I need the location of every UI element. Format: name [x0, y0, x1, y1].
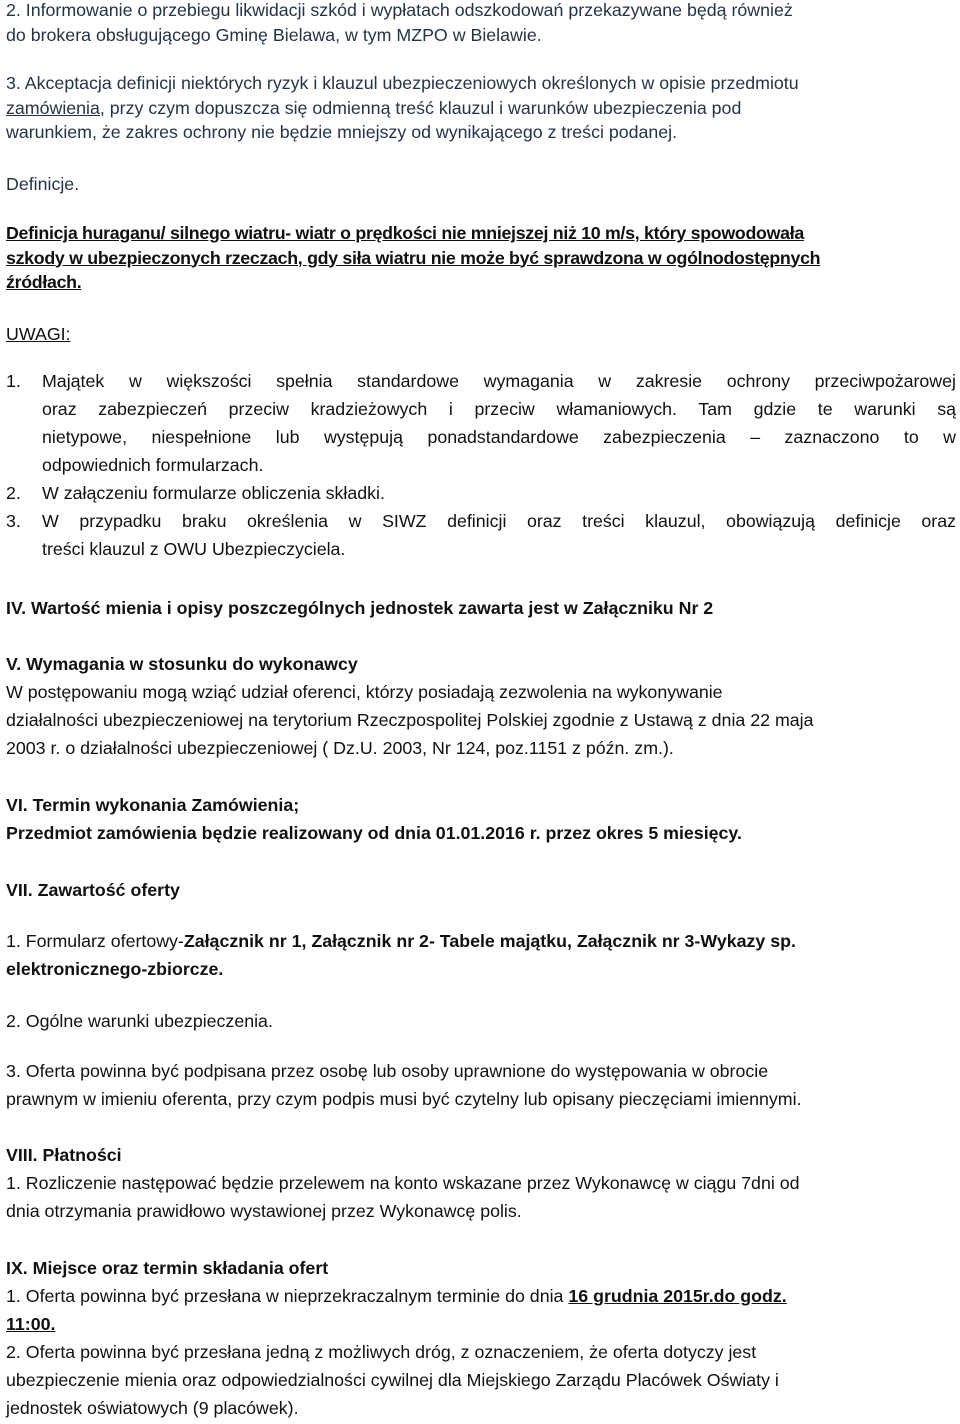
text-line: dnia otrzymania prawidłowo wystawionej przez Wykonawcę polis. — [6, 1201, 522, 1221]
text-line: W postępowaniu mogą wziąć udział oferenci, którzy posiadają zezwolenia na wykonywanie — [6, 682, 723, 702]
text-line: warunkiem, że zakres ochrony nie będzie mniejszy od wynikającego z treści podanej. — [6, 122, 678, 142]
definition-paragraph — [6, 221, 956, 295]
list-number: 3. — [6, 511, 21, 531]
text-line: 2003 r. o działalności ubezpieczeniowej ( Dz.U. 2003, Nr 124, poz.1151 z późn. zm.). — [6, 738, 674, 758]
section-vi — [6, 791, 956, 847]
text-line: prawnym w imieniu oferenta, przy czym podpis musi być czytelny lub opisany pieczęciami imiennymi. — [6, 1089, 802, 1109]
text-line: jednostek oświatowych (9 placówek). — [6, 1398, 299, 1418]
uwagi-list — [6, 367, 956, 563]
deadline-date: 16 grudnia 2015r.do godz. — [568, 1286, 787, 1306]
section-vii — [6, 876, 956, 904]
list-item — [6, 479, 956, 507]
section-title: VI. Termin wykonania Zamówienia; — [6, 795, 300, 815]
section-vii-item-1 — [6, 927, 956, 983]
text-line: 3. Akceptacja definicji niektórych ryzyk i klauzul ubezpieczeniowych określonych w opisie przedmiotu — [6, 73, 799, 93]
section-title: VIII. Płatności — [6, 1145, 122, 1165]
text-line: nietypowe, niespełnione lub występują ponadstandardowe zabezpieczenia – zaznaczono to w — [42, 427, 956, 447]
heading-text: UWAGI: — [6, 324, 71, 344]
section-title: V. Wymagania w stosunku do wykonawcy — [6, 654, 358, 674]
text-line: W załączeniu formularze obliczenia składki. — [42, 483, 385, 503]
list-item — [6, 507, 956, 563]
section-title: IV. Wartość mienia i opisy poszczególnych jednostek zawarta jest w Załączniku Nr 2 — [6, 598, 714, 618]
text-line: 2. Informowanie o przebiegu likwidacji szkód i wypłatach odszkodowań przekazywane będą również — [6, 0, 793, 20]
section-vii-item-3 — [6, 1057, 956, 1113]
text-line: W przypadku braku określenia w SIWZ definicji oraz treści klauzul, obowiązują definicje oraz — [42, 511, 956, 531]
section-v — [6, 650, 956, 762]
text-line — [6, 927, 956, 955]
list-number: 2. — [6, 483, 21, 503]
bold-text: Załącznik nr 1, Załącznik nr 2- Tabele majątku, Załącznik nr 3-Wykazy sp. — [183, 931, 796, 951]
text-line: 2. Ogólne warunki ubezpieczenia. — [6, 1011, 273, 1031]
text-line: oraz zabezpieczeń przeciw kradzieżowych i przeciw włamaniowych. Tam gdzie te warunki są — [42, 399, 956, 419]
heading-text: Definicje. — [6, 174, 80, 194]
deadline-time: 11:00. — [6, 1314, 56, 1334]
section-viii — [6, 1141, 956, 1225]
list-item — [6, 367, 956, 479]
text-line: źródłach. — [6, 272, 82, 292]
text-line: do brokera obsługującego Gminę Bielawa, w tym MZPO w Bielawie. — [6, 24, 542, 45]
list-number: 1. — [6, 371, 21, 391]
text-span: przy czym dopuszcza się odmienną treść klauzul i warunków ubezpieczenia pod — [104, 97, 742, 118]
text-line: działalności ubezpieczeniowej na terytorium Rzeczpospolitej Polskiej zgodnie z Ustawą z dnia 22 maja — [6, 710, 814, 730]
text-line: 2. Oferta powinna być przesłana jedną z możliwych dróg, z oznaczeniem, że oferta dotyczy jest — [6, 1342, 757, 1362]
text-span: 1. Formularz ofertowy- — [6, 931, 184, 951]
section-ix — [6, 1254, 956, 1422]
text-span: 1. Oferta powinna być przesłana w nieprzekraczalnym terminie do dnia — [6, 1286, 569, 1306]
text-line: ubezpieczenie mienia oraz odpowiedzialności cywilnej dla Miejskiego Zarządu Placówek Oświaty i — [6, 1370, 779, 1390]
text-line: odpowiednich formularzach. — [42, 455, 264, 475]
text-line: 1. Rozliczenie następować będzie przelewem na konto wskazane przez Wykonawcę w ciągu 7dni od — [6, 1173, 800, 1193]
text-line: Przedmiot zamówienia będzie realizowany od dnia 01.01.2016 r. przez okres 5 miesięcy. — [6, 823, 742, 843]
paragraph-2 — [6, 0, 956, 47]
text-line: Majątek w większości spełnia standardowe wymagania w zakresie ochrony przeciwpożarowej — [42, 371, 956, 391]
text-line: elektronicznego-zbiorcze. — [6, 959, 224, 979]
section-iv — [6, 594, 956, 622]
uwagi-heading — [6, 322, 956, 347]
section-title: IX. Miejsce oraz termin składania ofert — [6, 1258, 329, 1278]
text-line — [6, 1282, 956, 1310]
text-line: 3. Oferta powinna być podpisana przez osobę lub osoby uprawnione do występowania w obrocie — [6, 1061, 769, 1081]
text-line — [6, 96, 956, 121]
text-line: treści klauzul z OWU Ubezpieczyciela. — [42, 539, 346, 559]
definicje-heading — [6, 172, 956, 197]
underlined-text: zamówienia, — [6, 97, 105, 118]
paragraph-3 — [6, 71, 956, 145]
text-line: Definicja huraganu/ silnego wiatru- wiatr o prędkości nie mniejszej niż 10 m/s, który spowodowała — [6, 223, 804, 243]
text-line: szkody w ubezpieczonych rzeczach, gdy siła wiatru nie może być sprawdzona w ogólnodostępnych — [6, 247, 821, 268]
section-title: VII. Zawartość oferty — [6, 880, 180, 900]
section-vii-item-2 — [6, 1007, 956, 1035]
